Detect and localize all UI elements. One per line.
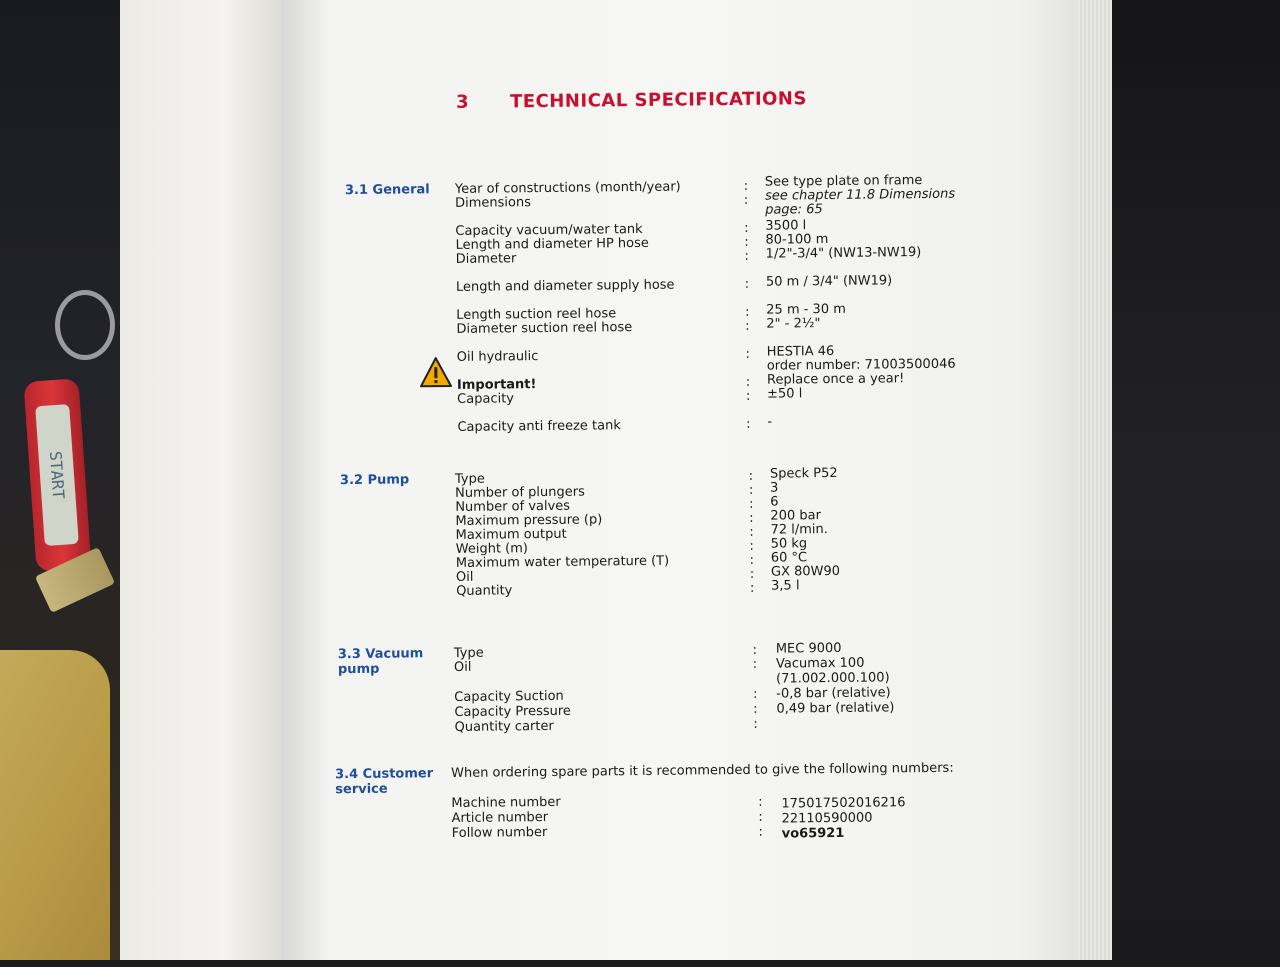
label-diameter: Diameter (455, 251, 517, 267)
value-order-number: order number: 71003500046 (766, 356, 956, 374)
label-hp-hose: Length and diameter HP hose (455, 235, 649, 253)
value-capacity-tank: 3500 l (765, 218, 807, 234)
label-suction-reel-diameter: Diameter suction reel hose (456, 320, 633, 337)
colon: : (743, 192, 749, 208)
value-article-number: 22110590000 (781, 810, 873, 827)
value-diameter: 1/2"-3/4" (NW13-NW19) (765, 245, 922, 262)
colon: : (749, 538, 754, 554)
value-plungers: 3 (770, 480, 779, 496)
label-pump-oil: Oil (455, 569, 474, 585)
label-plungers: Number of plungers (455, 484, 585, 501)
colon: : (749, 552, 755, 568)
label-capacity: Capacity (457, 391, 515, 407)
value-pump-oil: GX 80W90 (770, 563, 841, 580)
colon: : (744, 248, 749, 264)
label-dimensions: Dimensions (455, 195, 532, 211)
label-anti-freeze: Capacity anti freeze tank (457, 418, 621, 435)
colon: : (745, 374, 751, 390)
value-anti-freeze: - (767, 414, 773, 430)
value-vacuum-oil: Vacumax 100 (775, 655, 865, 672)
colon: : (743, 178, 749, 194)
colon: : (748, 468, 754, 484)
value-capacity: ±50 l (767, 386, 803, 402)
label-vacuum-oil: Oil (453, 659, 472, 675)
value-vacuum-oil-number: (71.002.000.100) (776, 670, 890, 687)
section-general-title: 3.1 General (344, 182, 430, 199)
value-capacity-pressure: 0,49 bar (relative) (776, 700, 895, 717)
value-supply-hose: 50 m / 3/4" (NW19) (765, 273, 893, 290)
value-follow-number: vo65921 (781, 825, 845, 842)
colon: : (744, 234, 749, 250)
customer-intro: When ordering spare parts it is recommended to give the following numbers: (450, 760, 954, 781)
value-replace: Replace once a year! (766, 371, 905, 388)
value-pump-type: Speck P52 (769, 465, 838, 482)
value-max-output: 72 l/min. (770, 522, 828, 538)
label-supply-hose: Length and diameter supply hose (455, 277, 675, 295)
section-vacuum-title (338, 646, 424, 677)
colon: : (749, 566, 755, 582)
colon: : (748, 482, 754, 498)
label-year-of-construction: Year of constructions (month/year) (454, 179, 681, 197)
chapter-title: TECHNICAL SPECIFICATIONS (509, 88, 808, 113)
value-oil-hydraulic: HESTIA 46 (766, 343, 835, 360)
label-machine-number: Machine number (451, 794, 561, 811)
colon: : (752, 642, 758, 658)
colon: : (749, 524, 754, 540)
label-max-pressure: Maximum pressure (p) (455, 512, 603, 529)
value-suction-reel-length: 25 m - 30 m (766, 301, 846, 318)
warning-icon (419, 356, 453, 388)
colon: : (752, 686, 758, 702)
colon: : (745, 318, 750, 334)
colon: : (748, 496, 754, 512)
colon: : (758, 794, 763, 810)
label-pump-type: Type (454, 471, 485, 487)
label-max-output: Maximum output (455, 526, 567, 543)
colon: : (745, 388, 751, 404)
label-suction-reel-length: Length suction reel hose (456, 306, 617, 323)
value-suction-reel-diameter: 2" - 2½" (766, 316, 821, 332)
section-customer-title-line1: 3.4 Customer (334, 766, 434, 783)
value-pump-quantity: 3,5 l (771, 578, 800, 594)
key-tag-label: START (35, 404, 79, 546)
colon: : (745, 346, 750, 362)
section-customer-title-line2: service (335, 781, 388, 798)
value-max-pressure: 200 bar (770, 508, 821, 524)
chapter-heading (456, 88, 807, 113)
colon: : (744, 220, 749, 236)
label-valves: Number of valves (455, 498, 571, 515)
chapter-number: 3 (455, 91, 470, 113)
label-important: Important! (456, 377, 537, 393)
label-capacity-pressure: Capacity Pressure (454, 703, 571, 720)
value-capacity-suction: -0,8 bar (relative) (776, 685, 891, 702)
label-capacity-suction: Capacity Suction (454, 688, 564, 705)
section-pump-title: 3.2 Pump (339, 472, 410, 489)
colon: : (744, 304, 750, 320)
colon: : (758, 824, 763, 840)
label-article-number: Article number (451, 809, 549, 826)
colon: : (753, 701, 758, 717)
value-max-water-temp: 60 °C (770, 550, 808, 566)
label-quantity-carter: Quantity carter (454, 718, 554, 735)
value-valves: 6 (770, 494, 779, 510)
label-max-water-temp: Maximum water temperature (T) (455, 553, 670, 571)
value-dimensions: see chapter 11.8 Dimensions (764, 186, 956, 204)
value-dimensions-page: page: 65 (765, 202, 823, 218)
label-follow-number: Follow number (451, 824, 548, 841)
colon: : (749, 580, 755, 596)
value-machine-number: 175017502016216 (781, 795, 906, 812)
section-vacuum-title-line2: pump (337, 661, 380, 678)
label-oil-hydraulic: Oil hydraulic (456, 349, 539, 365)
value-weight: 50 kg (770, 536, 808, 552)
label-vacuum-type: Type (453, 645, 484, 661)
section-vacuum-title-line1: 3.3 Vacuum (337, 646, 424, 663)
colon: : (753, 716, 758, 732)
colon: : (746, 416, 751, 432)
colon: : (749, 510, 754, 526)
label-pump-quantity: Quantity (456, 583, 513, 599)
label-weight: Weight (m) (455, 541, 529, 557)
colon: : (744, 276, 750, 292)
section-customer-title (335, 766, 433, 797)
label-capacity-tank: Capacity vacuum/water tank (455, 221, 643, 239)
value-vacuum-type: MEC 9000 (775, 640, 842, 657)
value-year-of-construction: See type plate on frame (764, 173, 923, 190)
colon: : (752, 656, 758, 672)
colon: : (758, 809, 763, 825)
value-hp-hose: 80-100 m (765, 232, 829, 248)
